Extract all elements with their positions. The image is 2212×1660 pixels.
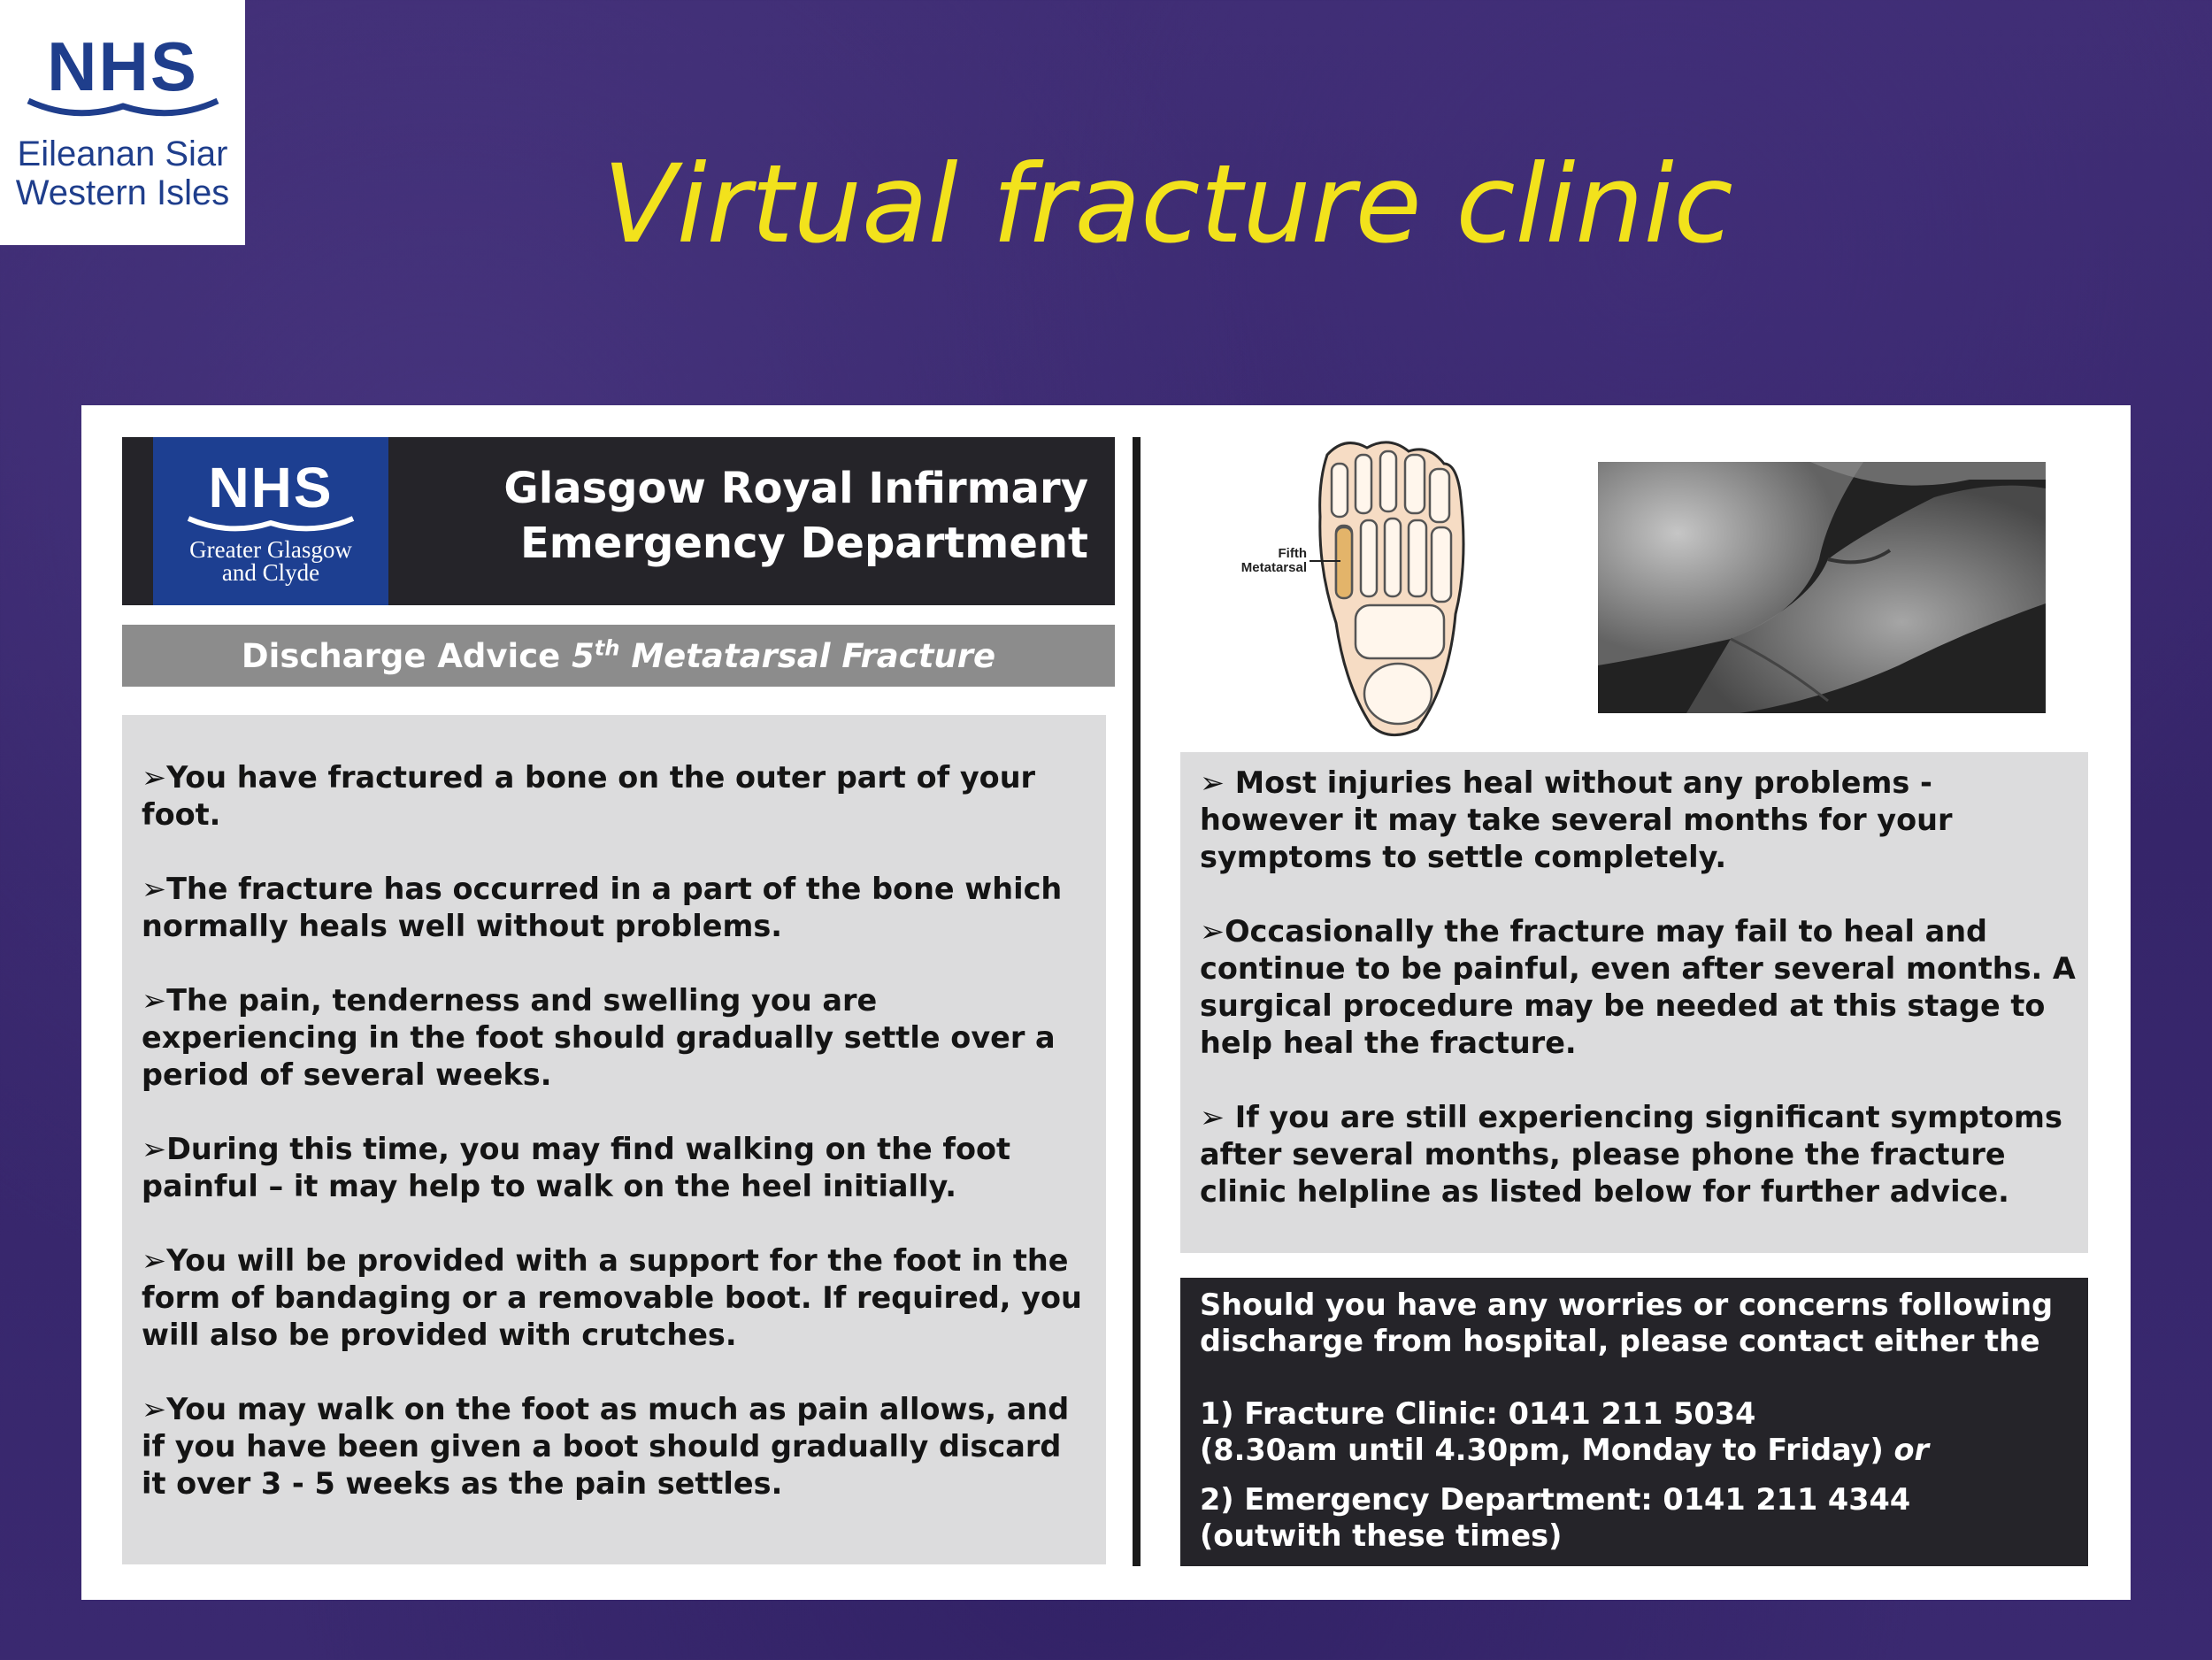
- fifth-label-line-1: Fifth: [1278, 546, 1307, 561]
- ggc-logo-line-2: and Clyde: [221, 559, 320, 586]
- advice-item: ➢During this time, you may find walking on the foot painful – it may help to walk on the heel initially.: [142, 1132, 1011, 1203]
- logo-line-1: Eileanan Siar: [17, 134, 228, 173]
- advice-item: ➢You may walk on the foot as much as pain allows, and if you have been given a boot should gradually discard it over 3 - 5 weeks as the pain settles.: [142, 1392, 1070, 1501]
- hours-text: (8.30am until 4.30pm, Monday to Friday): [1200, 1433, 1884, 1467]
- discharge-italic: [572, 637, 995, 675]
- advice-item: ➢ Most injuries heal without any problems - however it may take several months for your symptoms to settle completely.: [1200, 765, 1953, 874]
- ggc-logo-nhs-text: NHS: [208, 456, 334, 519]
- advice-item: ➢The pain, tenderness and swelling you are experiencing in the foot should gradually settle over a period of several weeks.: [142, 983, 1056, 1092]
- foot-skeleton-illustration: [1212, 428, 1513, 738]
- logo-nhs-text: NHS: [47, 27, 198, 105]
- nhs-ggc-logo: [153, 437, 388, 605]
- ggc-logo-wave-icon: [185, 515, 357, 536]
- xray-bones: [1598, 462, 2046, 713]
- or-text: or: [1883, 1433, 1930, 1467]
- column-divider: [1133, 437, 1141, 1566]
- logo-wave-icon: [25, 96, 221, 122]
- fifth-label-line-2: Metatarsal: [1240, 560, 1307, 575]
- discharge-advice-bar: [122, 625, 1115, 687]
- fracture-clinic-hours: [1200, 1432, 2076, 1468]
- advice-item: ➢The fracture has occurred in a part of the bone which normally heals well without problems.: [142, 872, 1063, 943]
- department-name: Emergency Department: [519, 519, 1088, 568]
- contact-box: [1180, 1278, 2088, 1566]
- right-advice-box: [1180, 752, 2088, 1253]
- page-title: Virtual fracture clinic: [603, 142, 1733, 267]
- advice-item: ➢You have fractured a bone on the outer part of your foot.: [142, 760, 1036, 832]
- discharge-prefix: Discharge Advice: [241, 636, 572, 675]
- fracture-clinic-phone: 1) Fracture Clinic: 0141 211 5034: [1200, 1396, 1756, 1431]
- discharge-suffix: Metatarsal Fracture: [619, 636, 996, 675]
- logo-line-2: Western Isles: [15, 173, 230, 212]
- discharge-superscript: th: [594, 635, 620, 661]
- advice-item: ➢You will be provided with a support for the foot in the form of bandaging or a removable boot. If required, you will also be provided with crutches.: [142, 1243, 1082, 1352]
- xray-image: [1598, 462, 2046, 713]
- emergency-department-phone: 2) Emergency Department: 0141 211 4344: [1200, 1482, 1911, 1517]
- advice-item: ➢ If you are still experiencing significant symptoms after several months, please phone the fracture clinic helpline as listed below for further advice.: [1200, 1100, 2062, 1209]
- left-advice-box: [122, 715, 1106, 1564]
- hospital-name: Glasgow Royal Infirmary: [503, 464, 1088, 513]
- contact-intro: Should you have any worries or concerns following discharge from hospital, please contact either the: [1200, 1287, 2054, 1358]
- ggc-logo-line-1: Greater Glasgow: [189, 536, 352, 563]
- discharge-number: 5: [572, 636, 595, 675]
- emergency-department-hours: (outwith these times): [1200, 1518, 1563, 1553]
- advice-item: ➢Occasionally the fracture may fail to heal and continue to be painful, even after several months. A surgical procedure may be needed at this stage to help heal the fracture.: [1200, 914, 2076, 1060]
